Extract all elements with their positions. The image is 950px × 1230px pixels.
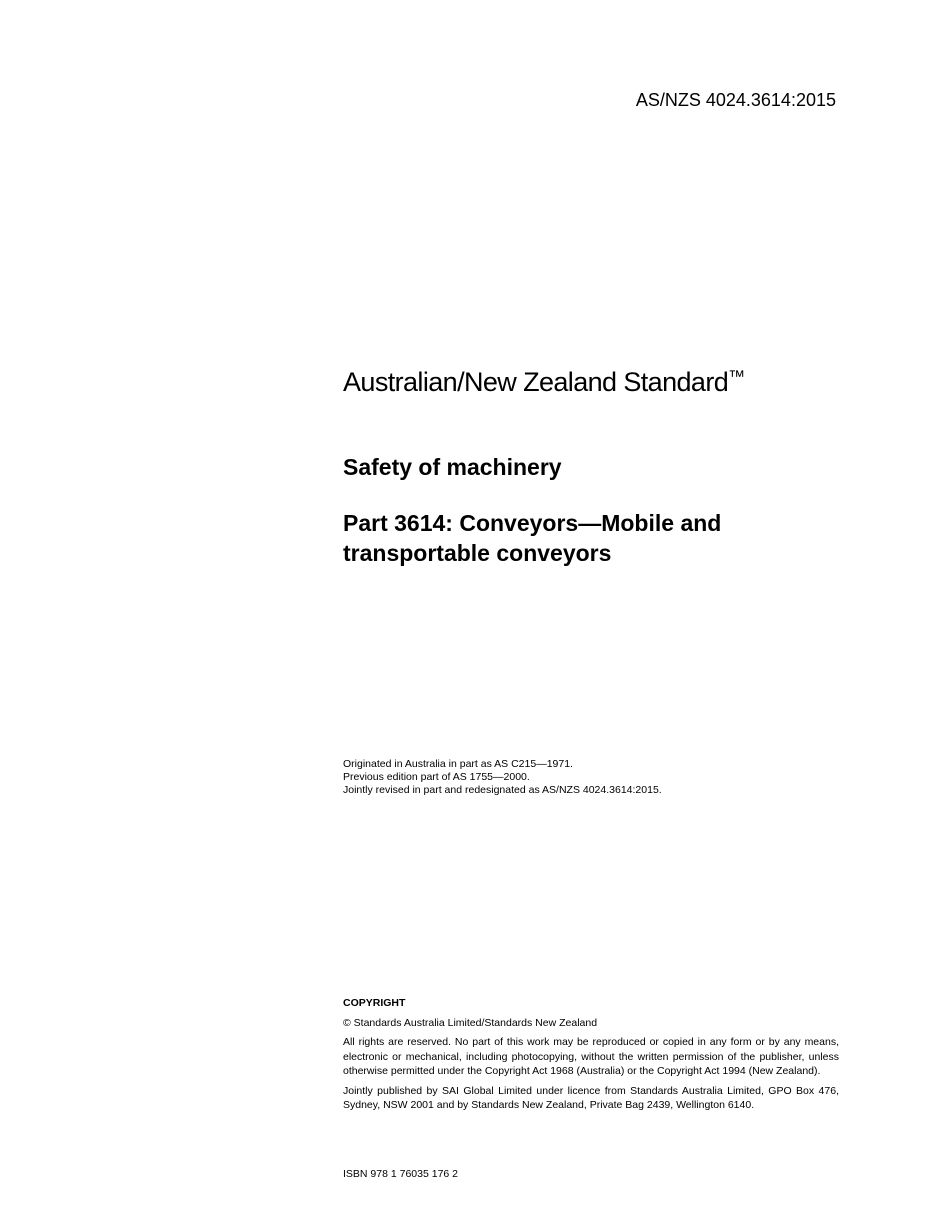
publication-history <box>343 758 662 797</box>
part-title: Part 3614: Conveyors—Mobile and transportable conveyors <box>343 510 722 566</box>
isbn: ISBN 978 1 76035 176 2 <box>343 1168 459 1180</box>
copyright-heading: COPYRIGHT <box>343 997 406 1009</box>
history-line: Jointly revised in part and redesignated as AS/NZS 4024.3614:2015. <box>343 784 662 796</box>
standard-title <box>343 360 745 399</box>
copyright-section <box>343 996 839 1118</box>
copyright-owner: © Standards Australia Limited/Standards New Zealand <box>343 1016 598 1029</box>
document-subject: Safety of machinery <box>343 454 562 480</box>
standard-title-text: Australian/New Zealand Standard <box>343 367 729 397</box>
copyright-publisher: Jointly published by SAI Global Limited under licence from Standards Australia Limited, GPO Box 476, Sydney, NSW 2001 and by Standards New Zealand, Private Bag 2439, Wellington 6140. <box>343 1084 839 1111</box>
trademark-symbol: ™ <box>728 367 746 386</box>
copyright-rights: All rights are reserved. No part of this work may be reproduced or copied in any form or by any means, electronic or mechanical, including photocopying, without the written permission of the publisher, unless otherwise permitted under the Copyright Act 1968 (Australia) or the Copyright Act 1994 (New Zealand). <box>343 1036 839 1077</box>
history-line: Previous edition part of AS 1755—2000. <box>343 771 530 783</box>
history-line: Originated in Australia in part as AS C215—1971. <box>343 758 573 770</box>
standard-designation: AS/NZS 4024.3614:2015 <box>635 90 836 110</box>
